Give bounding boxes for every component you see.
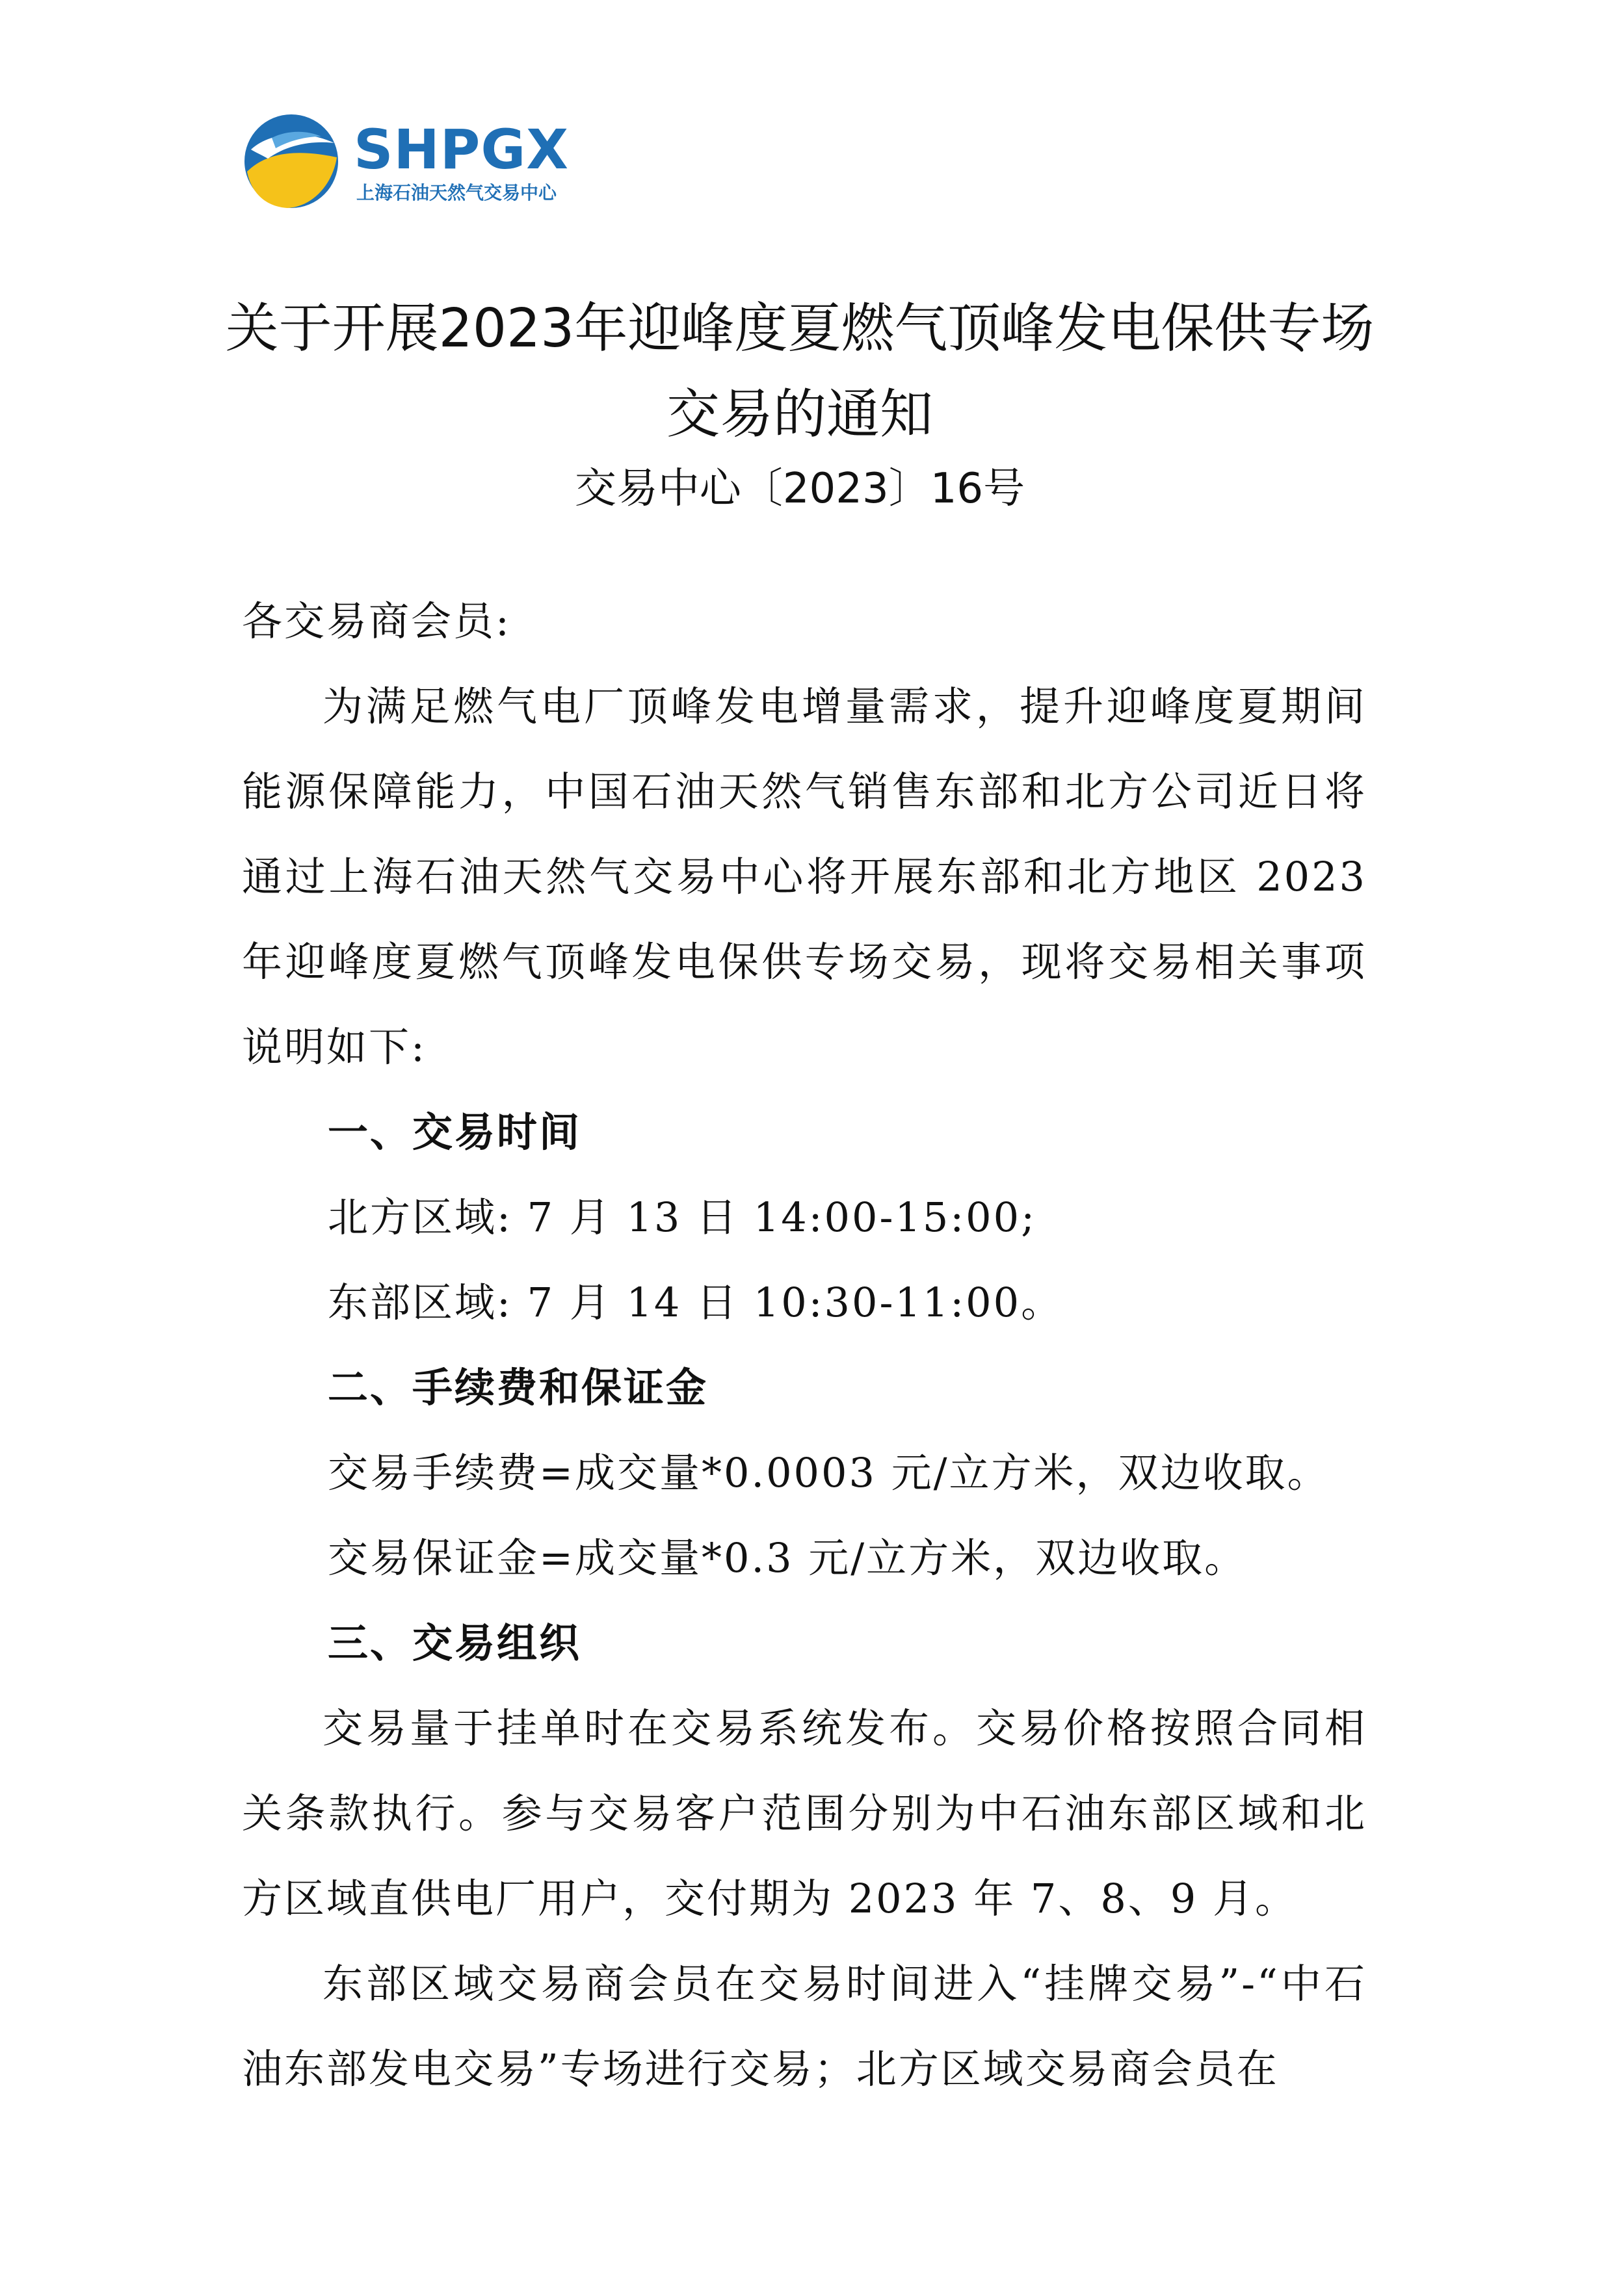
document-title: 关于开展2023年迎峰度夏燃气顶峰发电保供专场交易的通知 [225,298,1375,445]
shpgx-logo [242,112,570,217]
organization-paragraph-1: 交易量于挂单时在交易系统发布。交易价格按照合同相关条款执行。参与交易客户范围分别为中石油东部区域和北方区域直供电厂用户，交付期为 2023 年 7、8、9 月。 [242,1704,1367,1922]
document-number: 交易中心〔2023〕16号 [574,465,1025,513]
section-heading-time: 一、交易时间 [328,1108,582,1156]
fee-line: 交易手续费=成交量*0.0003 元/立方米，双边收取。 [328,1449,1330,1496]
time-east: 东部区域: 7 月 14 日 10:30-11:00。 [328,1279,1064,1326]
salutation: 各交易商会员: [242,597,511,645]
organization-paragraph-2: 东部区域交易商会员在交易时间进入“挂牌交易”-“中石油东部发电交易”专场进行交易；北方区域交易商会员在 [242,1960,1367,2093]
shpgx-globe-icon [242,112,341,211]
section-heading-fees: 二、手续费和保证金 [328,1364,709,1411]
document-body [242,579,1367,2111]
logo-subtitle: 上海石油天然气交易中心 [356,182,557,203]
deposit-line: 交易保证金=成交量*0.3 元/立方米，双边收取。 [328,1534,1247,1582]
intro-paragraph: 为满足燃气电厂顶峰发电增量需求，提升迎峰度夏期间能源保障能力，中国石油天然气销售东部和北方公司近日将通过上海石油天然气交易中心将开展东部和北方地区 2023年迎峰度夏燃气顶峰发电保供专场交易，现将交易相关事项说明如下: [242,683,1367,1071]
section-heading-organization: 三、交易组织 [328,1619,582,1667]
logo-name: SHPGX [354,118,570,181]
time-north: 北方区域: 7 月 13 日 14:00-15:00; [328,1194,1036,1241]
